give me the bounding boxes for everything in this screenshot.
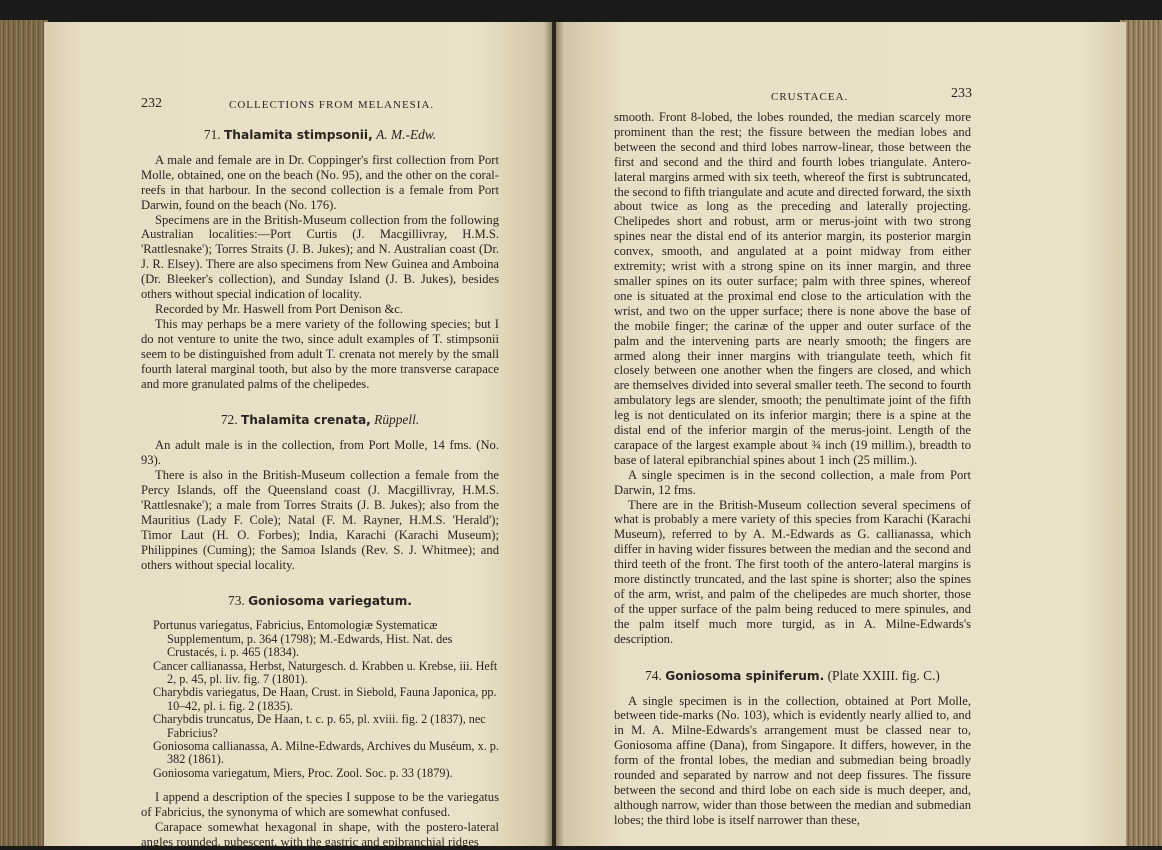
left-page-edges [0, 20, 48, 846]
paragraph: smooth. Front 8-lobed, the lobes rounded, the median scarcely more prominent than the rest; the fissure between the median lobes and between the second and third lobes narrow-linear, those between the first and second and the third and fourth lobes triangulate. Antero-lateral margins armed with six teeth, whereof the first is subtruncated, the second to fifth triangulate and acute and directed forward, the sixth about twice as long as the preceding and laterally projecting. Chelipedes short and robust, arm or merus-joint with two strong spines near the distal end of its anterior margin, its posterior margin convex, smooth, and angulated at a point midway from either extremity; wrist with a strong spine on its inner margin, and three smaller spines on its outer surface; palm with three spines, whereof one is situated at the proximal end close to the articulation with the wrist, and two on the upper surface; there is none above the base of the mobile finger; the carinæ of the upper and outer surface of the palm and the intervening parts are nearly smooth; the fingers are armed along their inner margins with triangulate teeth, which fit closely between one another when the fingers are closed, and which are themselves divided into several smaller teeth. The second to fourth ambulatory legs are slender, smooth; the penultimate joint of the fifth leg is not denticulated on its inferior margin; there is a spine at the distal end of the inferior margin of the merus-joint. Length of the carapace of the largest example about ¾ inch (19 millim.), breadth to base of lateral epibranchial spines about 1 inch (25 millim.). [614, 110, 971, 467]
species-name: Thalamita stimpsonii, [223, 128, 373, 142]
paragraph: Specimens are in the British-Museum collection from the following Australian localities:—Port Curtis (J. Macgillivray, H.M.S. 'Rattlesnake'); Torres Straits (J. B. Jukes); and N. Australian coast (Dr. J. R. Elsey). There are also specimens from New Guinea and Amboina (Dr. Bleeker's collection), and Sunday Island (J. B. Jukes), besides others without special indication of locality. [141, 212, 499, 302]
section-number: 72. [220, 412, 238, 428]
running-head-right: CRUSTACEA. [771, 91, 849, 103]
section-number: 73. [228, 593, 245, 609]
section-heading [614, 669, 971, 684]
paragraph: A male and female are in Dr. Coppinger's first collection from Port Molle, obtained, one on the beach (No. 95), and the other on the coral-reefs in that harbour. In the second collection is a female from Port Darwin, found on the beach (No. 176). [141, 152, 499, 212]
section-number: 71. [203, 127, 221, 142]
synonymy-entry: Goniosoma variegatum, Miers, Proc. Zool. Soc. p. 33 (1879). [153, 765, 453, 780]
section-number: 74. [645, 667, 662, 683]
synonymy-entry: Charybdis truncatus, De Haan, t. c. p. 65, pl. xviii. fig. 2 (1837), nec Fabricius? [153, 712, 486, 740]
species-name: Goniosoma variegatum. [248, 594, 412, 609]
book-gutter [544, 22, 564, 846]
paragraph: This may perhaps be a mere variety of the following species; but I do not venture to unite the two, since adult examples of T. stimpsonii seem to be distinguished from adult T. crenata not merely by the small fourth lateral marginal tooth, but also by the more transverse carapace and more granulated palms of the chelipedes. [141, 316, 499, 391]
paragraph: A single specimen is in the second collection, a male from Port Darwin, 12 fms. [614, 467, 971, 497]
right-column-text [614, 110, 971, 828]
synonymy-entry: Cancer callianassa, Herbst, Naturgesch. d. Krabben u. Krebse, iii. Heft 2, p. 45, pl. liv. fig. 7 (1801). [153, 658, 498, 686]
left-column-text [141, 128, 499, 850]
section-heading [141, 413, 499, 428]
species-author: A. M.-Edw. [376, 127, 437, 142]
synonymy-entry: Portunus variegatus, Fabricius, Entomologiæ Systematicæ Supplementum, p. 364 (1798); M.-Edwards, Hist. Nat. des Crustacés, i. p. 465 (1834). [153, 618, 453, 660]
paragraph: A single specimen is in the collection, obtained at Port Molle, between tide-marks (No. 103), which is evidently nearly allied to, and in M. A. Milne-Edwards's arrangement must be classed near to, Goniosoma affine (Dana), from Singapore. It differs, however, in the form of the frontal lobes, the median and submedian being broadly rounded and separated by narrow and not deep fissures. The fissure between the second and third lobe on each side is much deeper, and, although narrow, wider than those between the median and submedian lobes; the third lobe is itself narrower than these, [614, 693, 971, 827]
page-number-right: 233 [951, 86, 972, 101]
paragraph: I append a description of the species I suppose to be the variegatus of Fabricius, the synonyma of which are somewhat confused. [141, 790, 499, 820]
section-heading [141, 594, 499, 609]
species-name: Thalamita crenata, [240, 413, 371, 428]
paragraph: Carapace somewhat hexagonal in shape, with the postero-lateral angles rounded, pubescent, with the gastric and epibranchial ridges [141, 820, 499, 849]
species-author: Rüppell. [374, 412, 420, 428]
paragraph: There is also in the British-Museum collection a female from the Percy Islands, off the Queensland coast (J. Macgillivray, H.M.S. 'Rattlesnake'); a male from Torres Straits (J. B. Jukes); also from the Mauritius (Lady F. Cole); Natal (F. M. Rayner, H.M.S. 'Herald'); Timor Laut (H. O. Forbes); India, Karachi (Karachi Museum); Philippines (Cuming); the Samoa Islands (Rev. S. J. Whitmee); and others without special locality. [141, 468, 499, 572]
right-page-edges [1120, 20, 1162, 846]
page-number-left: 232 [141, 96, 162, 111]
running-head-left: COLLECTIONS FROM MELANESIA. [229, 99, 435, 111]
paragraph: An adult male is in the collection, from Port Molle, 14 fms. (No. 93). [141, 438, 499, 468]
synonymy-entry: Goniosoma callianassa, A. Milne-Edwards, Archives du Muséum, x. p. 382 (1861). [153, 739, 499, 767]
plate-reference: (Plate XXIII. fig. C.) [827, 667, 940, 683]
synonymy-entry: Charybdis variegatus, De Haan, Crust. in Siebold, Fauna Japonica, pp. 10–42, pl. i. fig. 2 (1835). [153, 685, 497, 713]
species-name: Goniosoma spiniferum. [665, 668, 825, 683]
paragraph: Recorded by Mr. Haswell from Port Denison &c. [155, 301, 403, 316]
section-heading [141, 128, 499, 143]
paragraph: There are in the British-Museum collection several specimens of what is probably a mere variety of this species from Karachi (Karachi Museum), referred to by A. M.-Edwards as G. callianassa, which differ in having wider fissures between the median and the second and third teeth of the front. The first tooth of the antero-lateral margins is more distinctly truncated, and the last spine is shorter; also the spines of the arm, wrist, and palm of the chelipedes are much shorter, those of the upper surface of the palm being reduced to mere spinules, and the palm itself much more turgid, as in A. Milne-Edwards's description. [614, 497, 971, 646]
